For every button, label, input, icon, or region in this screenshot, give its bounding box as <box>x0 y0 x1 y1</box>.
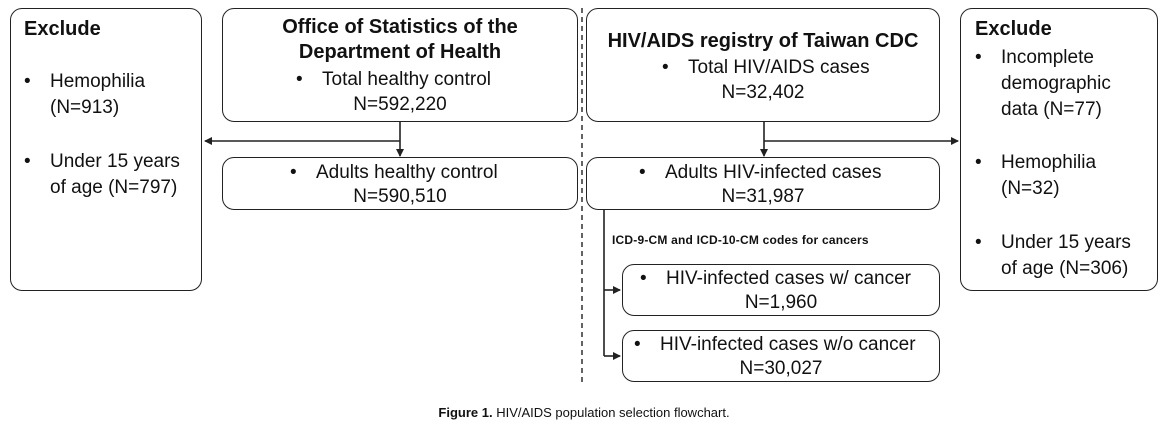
without-cancer-bullet: • HIV-infected cases w/o cancer <box>660 333 916 356</box>
adults-control-count: N=590,510 <box>353 186 447 207</box>
icd-codes-label: ICD-9-CM and ICD-10-CM codes for cancers <box>612 233 869 247</box>
exclude-right-item: (N=32) <box>1001 178 1060 199</box>
exclude-left-item: • Under 15 years <box>50 150 180 173</box>
office-count: N=592,220 <box>353 94 447 115</box>
exclude-right-item: demographic <box>1001 73 1111 94</box>
exclude-right-item: data (N=77) <box>1001 99 1102 120</box>
exclude-left-item: (N=913) <box>50 97 120 118</box>
figure-caption-text: HIV/AIDS population selection flowchart. <box>492 405 730 420</box>
exclude-left-item: • Hemophilia <box>50 70 145 93</box>
registry-bullet: • Total HIV/AIDS cases <box>688 56 870 79</box>
with-cancer-count: N=1,960 <box>744 292 818 313</box>
exclude-right-item: of age (N=306) <box>1001 258 1129 279</box>
registry-count: N=32,402 <box>721 82 805 103</box>
adults-hiv-bullet: • Adults HIV-infected cases <box>665 161 882 184</box>
registry-title: HIV/AIDS registry of Taiwan CDC <box>607 30 919 52</box>
exclude-right-item: • Under 15 years <box>1001 231 1131 254</box>
exclude-right-item: • Incomplete <box>1001 46 1094 69</box>
office-title-line2: Department of Health <box>298 41 502 63</box>
office-bullet: • Total healthy control <box>322 68 491 91</box>
without-cancer-count: N=30,027 <box>739 358 823 379</box>
exclude-right-item: • Hemophilia <box>1001 151 1096 174</box>
office-title-line1: Office of Statistics of the <box>282 16 518 38</box>
figure-caption-label: Figure 1. <box>438 405 493 420</box>
exclude-left-item: of age (N=797) <box>50 177 178 198</box>
with-cancer-bullet: • HIV-infected cases w/ cancer <box>666 267 911 290</box>
exclude-right-title: Exclude <box>975 18 1052 40</box>
exclude-left-title: Exclude <box>24 18 101 40</box>
adults-hiv-count: N=31,987 <box>721 186 805 207</box>
adults-control-bullet: • Adults healthy control <box>316 161 498 184</box>
figure-caption <box>0 405 1168 420</box>
